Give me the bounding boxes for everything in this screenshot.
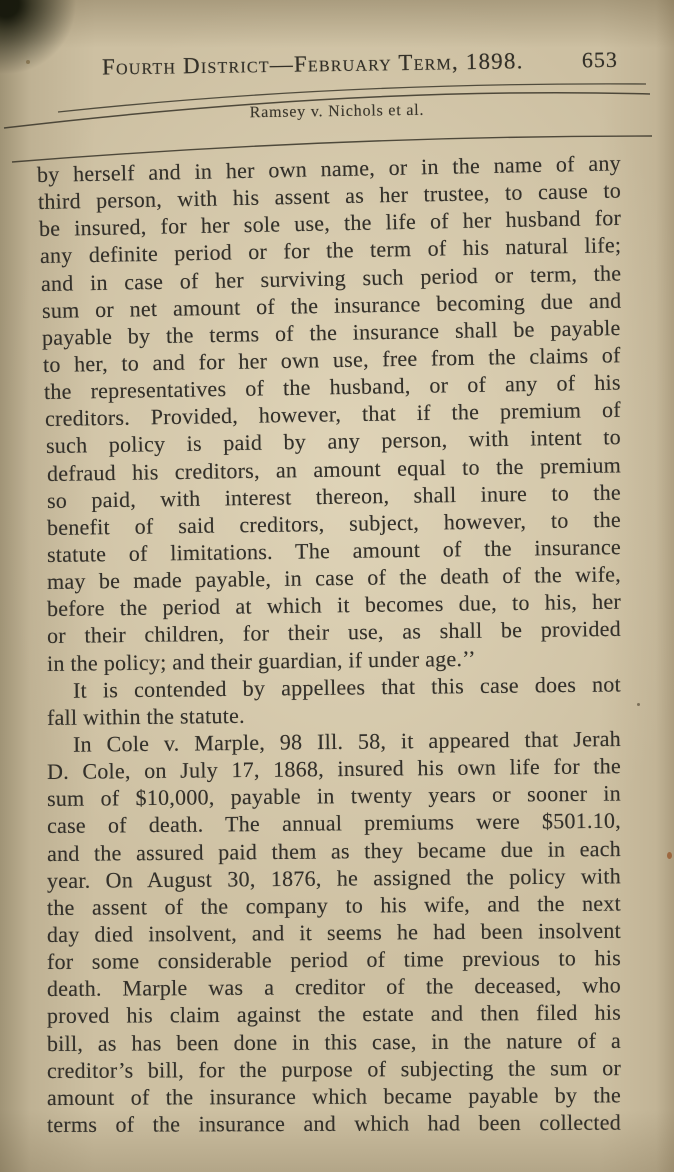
text-line: for some considerable period of time previous to his <box>46 945 622 975</box>
text-line: be insured, for her sole use, the life of her husband for <box>38 205 622 242</box>
text-line: death. Marple was a creditor of the deceased, who <box>46 972 622 1002</box>
page-number: 653 <box>581 46 619 73</box>
text-line: to her, to and for her own use, free from the claims of <box>43 342 622 377</box>
text-line: amount of the insurance which became payable by the <box>46 1082 622 1110</box>
text-line: defraud his creditors, an amount equal to the premium <box>46 451 622 486</box>
text-line: It is contended by appellees that this case does not <box>72 671 622 703</box>
text-line: and the assured paid them as they became due in each <box>46 835 622 866</box>
text-line: creditors. Provided, however, that if the premium of <box>44 397 622 432</box>
text-line: may be made payable, in case of the death of the wife, <box>46 561 622 595</box>
body-text <box>36 150 629 1138</box>
text-line: proved his claim against the estate and then filed his <box>46 999 622 1029</box>
page-speck <box>667 852 672 859</box>
running-head <box>0 46 674 82</box>
text-line: the assent of the company to his wife, and the next <box>46 890 622 920</box>
text-line: third person, with his assent as her trustee, to cause to <box>37 177 622 215</box>
text-line: by herself and in her own name, or in the name of any <box>36 150 622 187</box>
text-line: creditor’s bill, for the purpose of subjecting the sum or <box>46 1054 622 1083</box>
text-line: the representatives of the husband, or of any of his <box>43 369 622 405</box>
text-line: sum of $10,000, payable in twenty years or sooner in <box>46 780 622 812</box>
text-line: in the policy; and their guardian, if under age.’’ <box>46 645 476 676</box>
text-line: such policy is paid by any person, with intent to <box>45 424 622 459</box>
page-speck <box>637 703 640 706</box>
text-line: In Cole v. Marple, 98 Ill. 58, it appeared that Jerah <box>72 725 622 757</box>
text-line: before the period at which it becomes due, to his, her <box>46 588 622 622</box>
text-line: and in case of her surviving such period or term, the <box>40 259 622 296</box>
text-line: D. Cole, on July 17, 1868, insured his own life for the <box>46 753 622 785</box>
text-line: or their children, for their use, as shall be provided <box>46 616 622 649</box>
text-line: fall within the statute. <box>46 702 245 730</box>
text-line: terms of the insurance and which had been collected <box>46 1109 622 1137</box>
text-line: so paid, with interest thereon, shall inure to the <box>46 479 622 513</box>
case-name: Ramsey v. Nichols et al. <box>249 101 425 122</box>
running-head-title: Fourth District—February Term, 1898. <box>101 48 524 80</box>
text-line: any definite period or for the term of his natural life; <box>39 232 622 269</box>
text-line: sum or net amount of the insurance becoming due and <box>41 287 622 323</box>
text-line: benefit of said creditors, subject, however, to the <box>46 506 622 540</box>
text-line: case of death. The annual premiums were $501.10, <box>46 808 622 839</box>
text-line: year. On August 30, 1876, he assigned the policy with <box>46 862 622 893</box>
text-line: payable by the terms of the insurance shall be payable <box>42 314 622 350</box>
text-line: statute of limitations. The amount of the insurance <box>46 534 622 567</box>
text-line: bill, as has been done in this case, in the nature of a <box>46 1027 622 1056</box>
text-line: day died insolvent, and it seems he had been insolvent <box>46 917 622 947</box>
